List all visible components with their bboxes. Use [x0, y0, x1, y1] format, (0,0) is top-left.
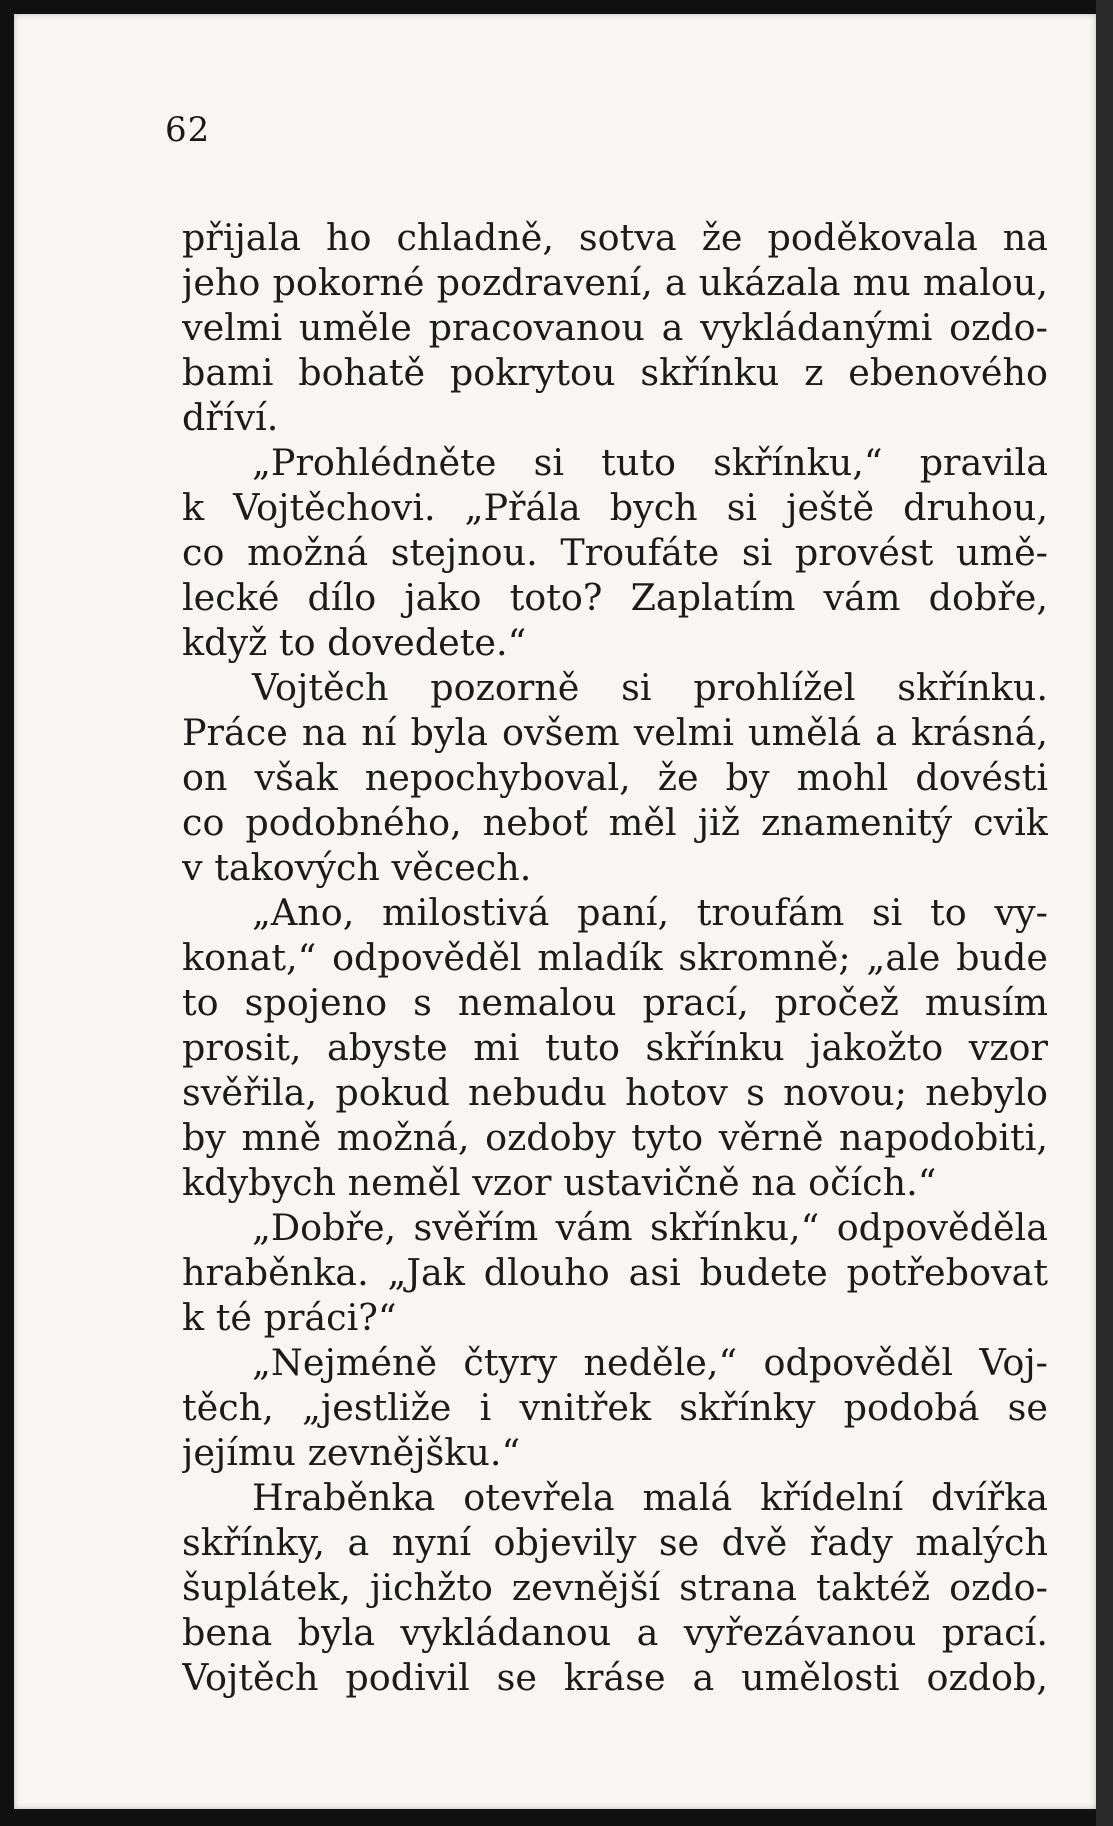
text-line: to spojeno s nemalou prací, pročež musím	[182, 981, 1048, 1024]
text-line: šuplátek, jichžto zevnější strana taktéž ozdo-	[182, 1566, 1048, 1609]
text-line: jeho pokorné pozdravení, a ukázala mu malou,	[182, 261, 1048, 304]
text-line: co podobného, neboť měl již znamenitý cvik	[182, 801, 1048, 844]
text-line: bami bohatě pokrytou skřínku z ebenového	[182, 351, 1048, 394]
text-line: v takových věcech.	[182, 846, 532, 889]
scan-edge	[1096, 0, 1113, 1826]
text-line: těch, „jestliže i vnitřek skřínky podobá se	[182, 1386, 1048, 1429]
body-text	[182, 215, 1048, 1700]
text-line: Hraběnka otevřela malá křídelní dvířka	[252, 1476, 1048, 1519]
text-line: dříví.	[182, 396, 279, 439]
text-line: „Nejméně čtyry neděle,“ odpověděl Voj-	[252, 1341, 1048, 1384]
text-line: konat,“ odpověděl mladík skromně; „ale bude	[182, 936, 1048, 979]
text-line: velmi uměle pracovanou a vykládanými ozdo-	[182, 306, 1048, 349]
text-line: Vojtěch pozorně si prohlížel skřínku.	[252, 666, 1048, 709]
text-line: jejímu zevnějšku.“	[182, 1431, 521, 1474]
text-line: hraběnka. „Jak dlouho asi budete potřebovat	[182, 1251, 1048, 1294]
text-line: „Dobře, svěřím vám skřínku,“ odpověděla	[252, 1206, 1048, 1249]
text-line: prosit, abyste mi tuto skřínku jakožto vzor	[182, 1026, 1048, 1069]
text-line: kdybych neměl vzor ustavičně na očích.“	[182, 1161, 937, 1204]
text-line: Práce na ní byla ovšem velmi umělá a krásná,	[182, 711, 1048, 754]
text-line: on však nepochyboval, že by mohl dovésti	[182, 756, 1048, 799]
text-line: bena byla vykládanou a vyřezávanou prací.	[182, 1611, 1048, 1654]
text-line: přijala ho chladně, sotva že poděkovala na	[182, 216, 1048, 259]
text-line: „Ano, milostivá paní, troufám si to vy-	[252, 891, 1048, 934]
text-line: co možná stejnou. Troufáte si provést umě-	[182, 531, 1048, 574]
text-line: skřínky, a nyní objevily se dvě řady malých	[182, 1521, 1048, 1564]
text-line: by mně možná, ozdoby tyto věrně napodobiti,	[182, 1116, 1048, 1159]
text-line: svěřila, pokud nebudu hotov s novou; nebylo	[182, 1071, 1048, 1114]
text-line: lecké dílo jako toto? Zaplatím vám dobře,	[182, 576, 1048, 619]
text-line: „Prohlédněte si tuto skřínku,“ pravila	[252, 441, 1048, 484]
page-number: 62	[165, 110, 211, 150]
text-line: když to dovedete.“	[182, 621, 527, 664]
text-line: k Vojtěchovi. „Přála bych si ještě druhou,	[182, 486, 1048, 529]
text-line: Vojtěch podivil se kráse a umělosti ozdob,	[182, 1656, 1048, 1699]
text-line: k té práci?“	[182, 1296, 397, 1339]
